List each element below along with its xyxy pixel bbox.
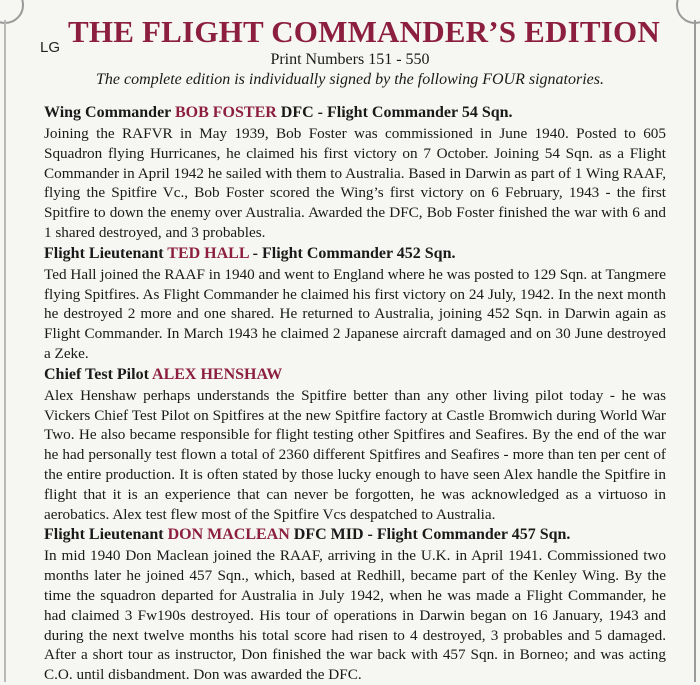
signatory-title: - Flight Commander 452 Sqn. [252,244,456,262]
signatory-heading [44,524,666,546]
page-title: THE FLIGHT COMMANDER’S EDITION [68,14,660,49]
signatory-name: BOB FOSTER [174,104,277,121]
signatory-section [44,364,666,525]
signatory-section [44,102,666,243]
right-border-rule [694,20,696,682]
signatory-rank: Flight Lieutenant [44,244,164,262]
signatory-rank: Flight Lieutenant [44,526,164,544]
signatory-bio: Alex Henshaw perhaps understands the Spitfire better than any other living pilot today - he was Vickers Chief Test Pilot on Spitfires at the new Spitfire factory at Castle Bromwich during World War Two. He also became responsible for flight testing other Spitfires and Seafires. By the end of the war he had personally test flown a total of 2360 different Spitfires and Seafires - more than ten per cent of the entire production. It is often stated by those lucky enough to have seen Alex handle the Spitfire in flight that it is an experience that can never be forgotten, he was acknowledged as a virtuoso in aerobatics. Alex test flew most of the Spitfire Vcs despatched to Australia. [44,386,666,523]
signatory-name: ALEX HENSHAW [152,365,283,383]
signatory-section [44,524,666,685]
signatory-heading [44,102,666,124]
signatory-name: DON MACLEAN [167,526,290,544]
signatory-bio: Joining the RAFVR in May 1939, Bob Foster was commissioned in June 1940. Posted to 605 Squadron flying Hurricanes, he claimed his first victory on 7 October. Joining 54 Sqn. as a Flight Commander in April 1942 he sailed with them to Australia. Based in Darwin as part of 1 Wing RAAF, flying the Spitfire Vc., Bob Foster scored the Wing’s first victory on 6 February, 1943 - the first Spitfire to down the enemy over Australia. Awarded the DFC, Bob Foster finished the war with 6 and 1 shared destroyed, and 3 probables. [44,125,666,241]
signatory-title: DFC - Flight Commander 54 Sqn. [280,104,513,121]
signatory-name: TED HALL [167,244,249,262]
print-numbers: Print Numbers 151 - 550 [270,51,430,68]
edition-subtitle: The complete edition is individually signed by the following FOUR signatories. [96,71,604,88]
signatory-bio: In mid 1940 Don Maclean joined the RAAF, arriving in the U.K. in April 1941. Commissioned two months later he joined 457 Sqn., which, based at Redhill, became part of the Kenley Wing. By the time the squadron departed for Australia in July 1942, when he was made a Flight Commander, he had claimed 3 Fw190s destroyed. His tour of operations in Darwin began on 16 January, 1943 and during the next twelve months his total score had risen to 4 destroyed, 3 probables and 5 damaged. After a short tour as instructor, Don finished the war back with 457 Sqn. in Borneo; and was acting C.O. until disbandment. Don was awarded the DFC. [44,547,666,684]
corner-tag: LG [40,39,61,56]
signatory-rank: Chief Test Pilot [44,365,149,383]
signatory-heading [44,243,666,265]
left-border-rule [4,20,6,682]
signatory-title: DFC MID - Flight Commander 457 Sqn. [293,526,571,544]
signatory-rank: Wing Commander [44,104,171,121]
signatory-bio: Ted Hall joined the RAAF in 1940 and went to England where he was posted to 129 Sqn. at Tangmere flying Spitfires. As Flight Commander he claimed his first victory on 24 July, 1942. In the next month he destroyed 2 more and one shared. He returned to Australia, joining 452 Sqn. in Darwin again as Flight Commander. In March 1943 he claimed 2 Japanese aircraft damaged and on 30 June destroyed a Zeke. [44,265,666,362]
header [0,14,700,90]
signatory-section [44,243,666,364]
signatories-list [44,102,666,685]
signatory-heading [44,364,666,386]
